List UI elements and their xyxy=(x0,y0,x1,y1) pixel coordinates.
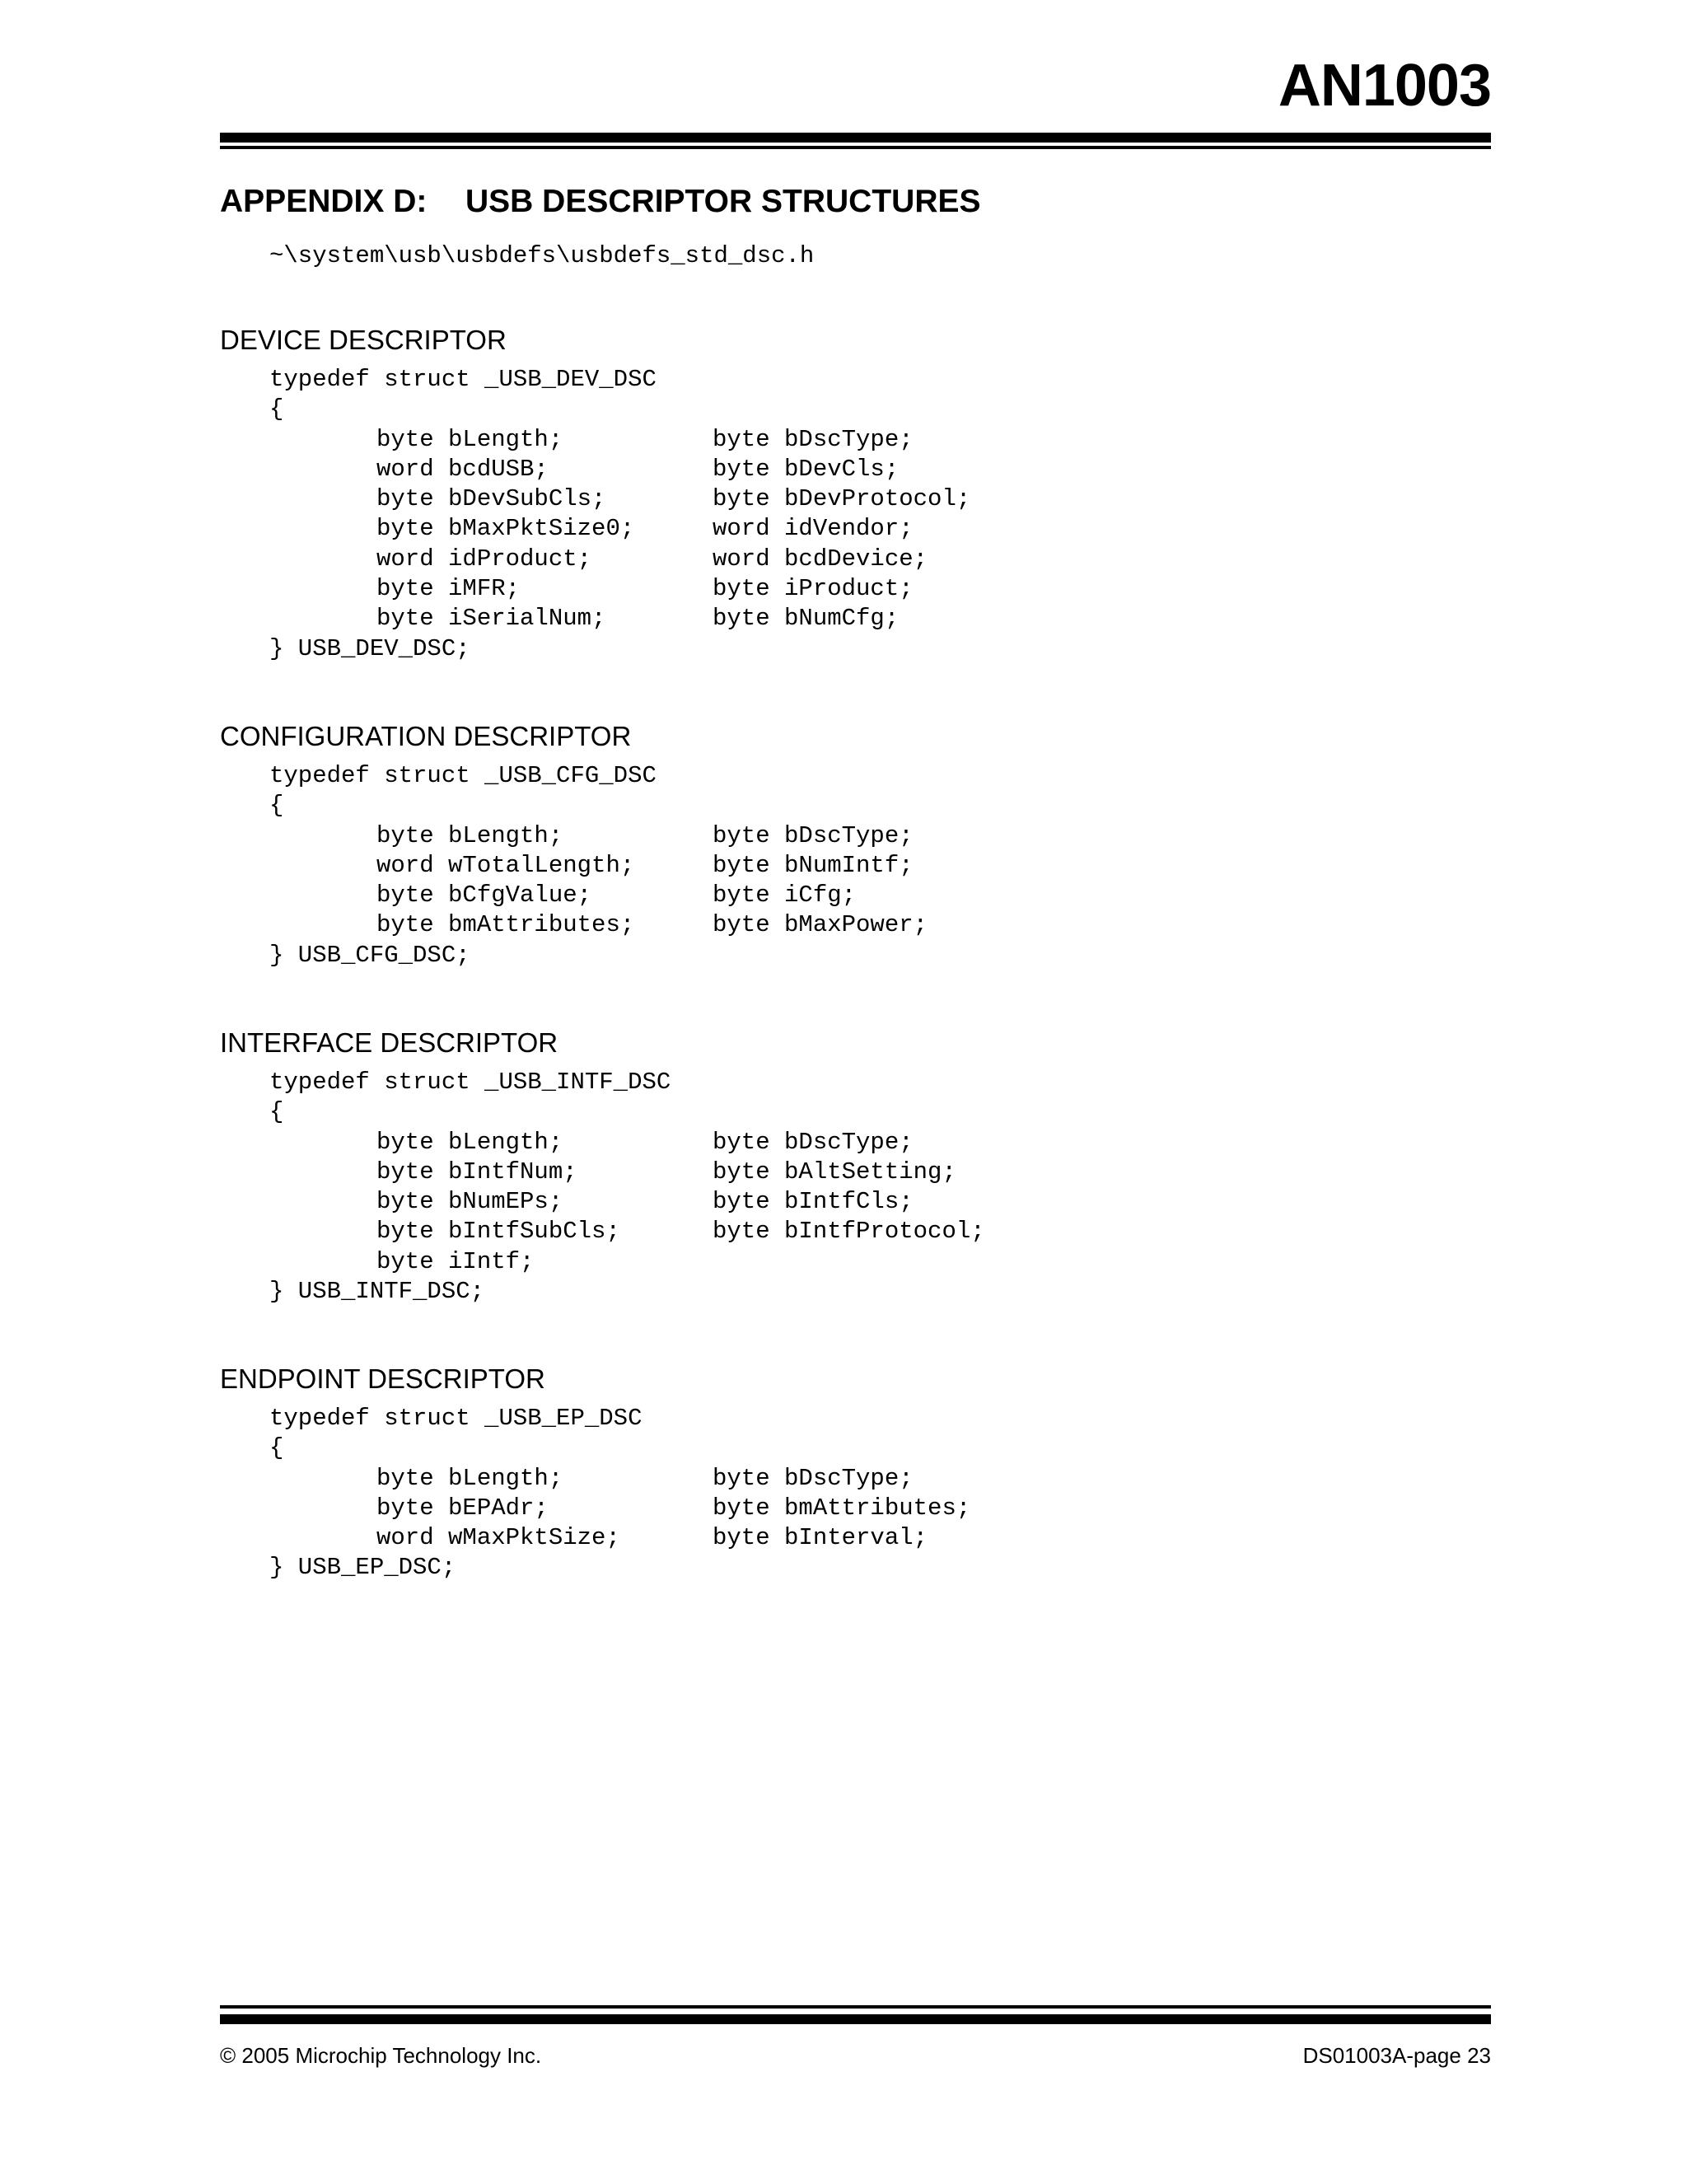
struct-field: byte bDscType; xyxy=(713,821,914,849)
struct-field: byte bInterval; xyxy=(713,1524,928,1552)
appendix-title: USB DESCRIPTOR STRUCTURES xyxy=(465,184,981,219)
struct-field: byte bmAttributes; xyxy=(713,1494,971,1522)
open-brace: { xyxy=(269,395,284,423)
field-row xyxy=(269,881,1491,910)
struct-field: byte iProduct; xyxy=(713,575,914,603)
field-row xyxy=(269,1247,1491,1277)
typedef-line: typedef struct _USB_INTF_DSC xyxy=(269,1069,671,1096)
field-row xyxy=(269,455,1491,484)
struct-field: byte iIntf; xyxy=(376,1247,535,1275)
struct-field: byte bNumIntf; xyxy=(713,851,914,879)
struct-field: byte bEPAdr; xyxy=(376,1494,549,1522)
open-brace: { xyxy=(269,1098,284,1126)
struct-field: byte bAltSetting; xyxy=(713,1157,956,1186)
struct-field: byte bDevSubCls; xyxy=(376,485,606,513)
field-row xyxy=(269,1128,1491,1157)
field-row xyxy=(269,484,1491,514)
struct-close: } USB_INTF_DSC; xyxy=(269,1278,485,1306)
struct-field: word bcdDevice; xyxy=(713,545,928,573)
section-endpoint-descriptor xyxy=(220,1365,1491,1583)
typedef-line: typedef struct _USB_CFG_DSC xyxy=(269,762,657,789)
field-row xyxy=(269,851,1491,881)
struct-field: byte bIntfCls; xyxy=(713,1188,914,1216)
struct-field: byte bmAttributes; xyxy=(376,911,635,939)
struct-field: byte bIntfProtocol; xyxy=(713,1218,985,1246)
struct-field: word wTotalLength; xyxy=(376,851,635,879)
field-row xyxy=(269,574,1491,604)
code-block xyxy=(269,1068,1491,1307)
struct-field: byte bCfgValue; xyxy=(376,882,592,910)
struct-field: byte iCfg; xyxy=(713,882,857,910)
typedef-line: typedef struct _USB_EP_DSC xyxy=(269,1405,643,1432)
struct-field: byte bNumCfg; xyxy=(713,605,900,633)
struct-field: byte bDevCls; xyxy=(713,455,900,483)
file-path: ~\system\usb\usbdefs\usbdefs_std_dsc.h xyxy=(269,242,815,269)
section-device-descriptor xyxy=(220,326,1491,664)
field-row xyxy=(269,1217,1491,1246)
section-title: DEVICE DESCRIPTOR xyxy=(220,325,507,355)
typedef-line: typedef struct _USB_DEV_DSC xyxy=(269,366,657,393)
struct-close: } USB_DEV_DSC; xyxy=(269,634,470,662)
appendix-heading xyxy=(220,185,981,217)
open-brace: { xyxy=(269,1434,284,1462)
section-title: INTERFACE DESCRIPTOR xyxy=(220,1027,558,1058)
section-interface-descriptor xyxy=(220,1029,1491,1307)
section-title: ENDPOINT DESCRIPTOR xyxy=(220,1363,545,1394)
field-row xyxy=(269,604,1491,634)
struct-field: word idProduct; xyxy=(376,545,592,573)
field-row xyxy=(269,1187,1491,1217)
struct-field: byte bMaxPower; xyxy=(713,911,928,939)
struct-close: } USB_CFG_DSC; xyxy=(269,941,470,969)
header-rule-thin xyxy=(220,146,1491,149)
struct-field: byte bLength; xyxy=(376,1464,563,1492)
struct-field: byte iMFR; xyxy=(376,575,521,603)
footer-copyright: © 2005 Microchip Technology Inc. xyxy=(220,2043,542,2068)
struct-field: byte bNumEPs; xyxy=(376,1188,563,1216)
struct-field: byte bDscType; xyxy=(713,425,914,453)
struct-field: byte bDevProtocol; xyxy=(713,485,971,513)
field-row xyxy=(269,1157,1491,1187)
struct-field: byte bDscType; xyxy=(713,1464,914,1492)
field-row xyxy=(269,1523,1491,1553)
struct-close: } USB_EP_DSC; xyxy=(269,1554,456,1582)
footer-rule-thin xyxy=(220,2005,1491,2009)
open-brace: { xyxy=(269,792,284,820)
section-configuration-descriptor xyxy=(220,723,1491,970)
struct-field: byte bDscType; xyxy=(713,1128,914,1156)
struct-field: byte bLength; xyxy=(376,425,563,453)
footer-page-number: DS01003A-page 23 xyxy=(1302,2043,1491,2068)
code-block xyxy=(269,1404,1491,1583)
struct-field: byte bLength; xyxy=(376,1128,563,1156)
section-title: CONFIGURATION DESCRIPTOR xyxy=(220,721,632,751)
field-row xyxy=(269,545,1491,574)
header-rule-thick xyxy=(220,133,1491,143)
field-row xyxy=(269,1494,1491,1523)
struct-field: word wMaxPktSize; xyxy=(376,1524,620,1552)
struct-field: byte bIntfSubCls; xyxy=(376,1218,620,1246)
code-block xyxy=(269,761,1491,970)
appendix-number: APPENDIX D: xyxy=(220,184,428,219)
struct-field: word bcdUSB; xyxy=(376,455,549,483)
footer-rule-thick xyxy=(220,2014,1491,2024)
struct-field: byte bMaxPktSize0; xyxy=(376,515,635,543)
struct-field: word idVendor; xyxy=(713,515,914,543)
code-block xyxy=(269,365,1491,664)
field-row xyxy=(269,821,1491,851)
struct-field: byte iSerialNum; xyxy=(376,605,606,633)
struct-field: byte bLength; xyxy=(376,821,563,849)
field-row xyxy=(269,1464,1491,1494)
struct-field: byte bIntfNum; xyxy=(376,1157,577,1186)
document-id: AN1003 xyxy=(1278,53,1491,119)
field-row xyxy=(269,514,1491,544)
field-row xyxy=(269,910,1491,940)
field-row xyxy=(269,425,1491,455)
